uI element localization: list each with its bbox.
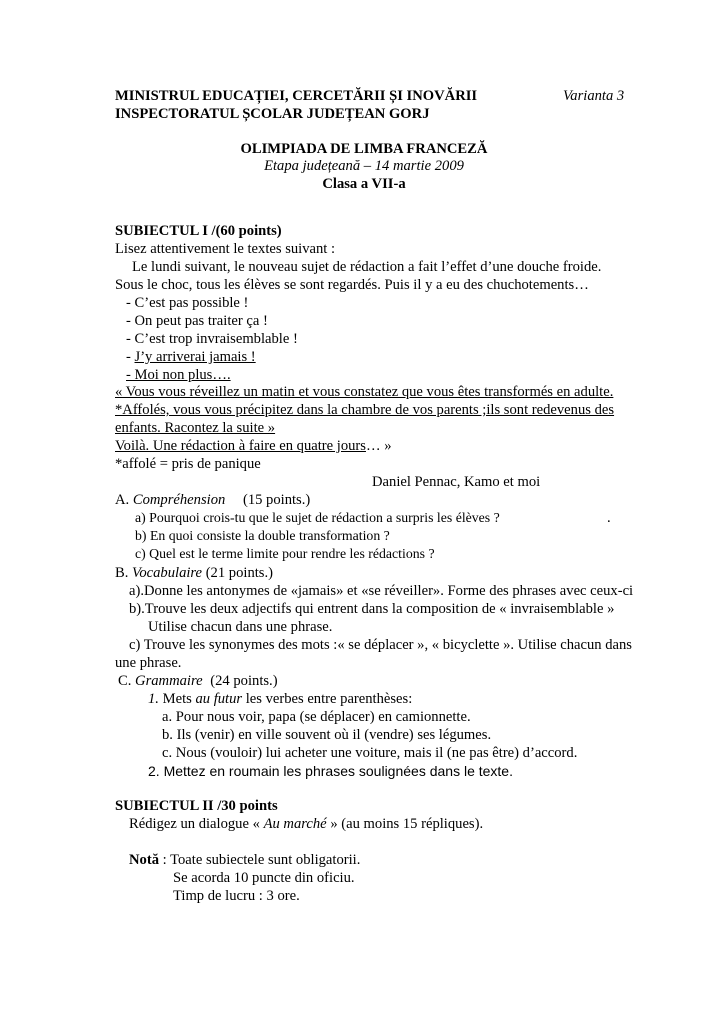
task-text: Rédigez un dialogue «	[129, 816, 260, 832]
subject1-title: SUBIECTUL I /(60 points)	[115, 223, 282, 239]
subject2-title: SUBIECTUL II /30 points	[115, 798, 278, 814]
vocab-line: a).Donne les antonymes de «jamais» et «se réveiller». Forme des phrases avec ceux-ci	[129, 583, 634, 599]
task-text: Mets	[162, 691, 192, 707]
inspectorate-heading: INSPECTORATUL ȘCOLAR JUDEȚEAN GORJ	[115, 106, 430, 122]
section-c-heading	[118, 672, 278, 690]
task-text: » (au moins 15 répliques).	[330, 816, 484, 832]
section-a-heading	[115, 491, 310, 509]
ministry-heading: MINISTRUL EDUCAȚIEI, CERCETĂRII ȘI INOVĂRII	[115, 88, 478, 104]
section-points: (24 points.)	[210, 673, 278, 689]
section-letter: A.	[115, 492, 130, 508]
underlined-phrase: Voilà. Une rédaction à faire en quatre jours	[115, 438, 366, 454]
question: a) Pourquoi crois-tu que le sujet de rédaction a surpris les élèves ?	[135, 510, 500, 525]
trailing-dot: .	[607, 510, 611, 526]
underlined-phrase: J’y arriverai jamais !	[134, 349, 256, 365]
section-points: (21 points.)	[205, 565, 273, 581]
task-emphasis: Au marché	[263, 816, 327, 832]
vocab-line: Utilise chacun dans une phrase.	[148, 619, 333, 635]
grammar-task-2: 2. Mettez en roumain les phrases soulignées dans le texte.	[148, 763, 513, 779]
task-emphasis: au futur	[195, 691, 243, 707]
note-line: Timp de lucru : 3 ore.	[173, 888, 300, 904]
text-line: Sous le choc, tous les élèves se sont regardés. Puis il y a eu des chuchotements…	[115, 277, 589, 293]
stage-subtitle: Etapa județeană – 14 martie 2009	[264, 158, 464, 174]
question: b) En quoi consiste la double transformation ?	[135, 528, 390, 543]
vocab-line: une phrase.	[115, 655, 182, 671]
footnote: *affolé = pris de panique	[115, 456, 261, 472]
variant-label: Varianta 3	[563, 88, 625, 104]
text-line: - C’est pas possible !	[126, 295, 249, 311]
olympiad-title: OLIMPIADA DE LIMBA FRANCEZĂ	[240, 141, 488, 157]
question: c) Quel est le terme limite pour rendre les rédactions ?	[135, 546, 435, 561]
text-line: Le lundi suivant, le nouveau sujet de rédaction a fait l’effet d’une douche froide.	[132, 259, 602, 275]
subject2-task	[129, 815, 483, 833]
grammar-item: a. Pour nous voir, papa (se déplacer) en camionnette.	[162, 709, 471, 725]
section-letter: C.	[118, 673, 132, 689]
task-number: 1.	[148, 691, 159, 707]
text-source: Daniel Pennac, Kamo et moi	[372, 474, 541, 490]
subject1-intro: Lisez attentivement le textes suivant :	[115, 241, 336, 257]
vocab-line: b).Trouve les deux adjectifs qui entrent dans la composition de « invraisemblable »	[129, 601, 615, 617]
class-subtitle: Clasa a VII-a	[322, 176, 406, 192]
section-points: (15 points.)	[242, 492, 311, 508]
section-name: Compréhension	[132, 492, 226, 508]
vocab-line: c) Trouve les synonymes des mots :« se déplacer », « bicyclette ». Utilise chacun dans	[129, 637, 632, 653]
note-text: : Toate subiectele sunt obligatorii.	[162, 852, 361, 868]
note-label: Notă	[129, 852, 159, 868]
section-letter: B.	[115, 565, 129, 581]
voila-end: … »	[365, 438, 392, 454]
underlined-phrase: - Moi non plus….	[126, 367, 231, 383]
grammar-item: b. Ils (venir) en ville souvent où il (vendre) ses légumes.	[162, 727, 492, 743]
underlined-phrase: *Affolés, vous vous précipitez dans la chambre de vos parents ;ils sont redevenus des	[115, 402, 615, 418]
task-text: les verbes entre parenthèses:	[245, 691, 413, 707]
section-name: Grammaire	[135, 673, 203, 689]
underlined-phrase: « Vous vous réveillez un matin et vous constatez que vous êtes transformés en adulte.	[115, 384, 614, 400]
grammar-item: c. Nous (vouloir) lui acheter une voiture, mais il (ne pas être) d’accord.	[162, 745, 578, 761]
text-line: - On peut pas traiter ça !	[126, 313, 268, 329]
note-line: Se acorda 10 puncte din oficiu.	[173, 870, 355, 886]
text-line	[126, 348, 256, 366]
dialog-dash: -	[126, 349, 135, 365]
section-b-heading	[115, 564, 273, 582]
text-line	[115, 437, 392, 455]
grammar-task-1	[148, 690, 412, 708]
note-line	[129, 851, 360, 869]
section-name: Vocabulaire	[132, 565, 203, 581]
underlined-phrase: enfants. Racontez la suite »	[115, 420, 276, 436]
text-line: - C’est trop invraisemblable !	[126, 331, 298, 347]
